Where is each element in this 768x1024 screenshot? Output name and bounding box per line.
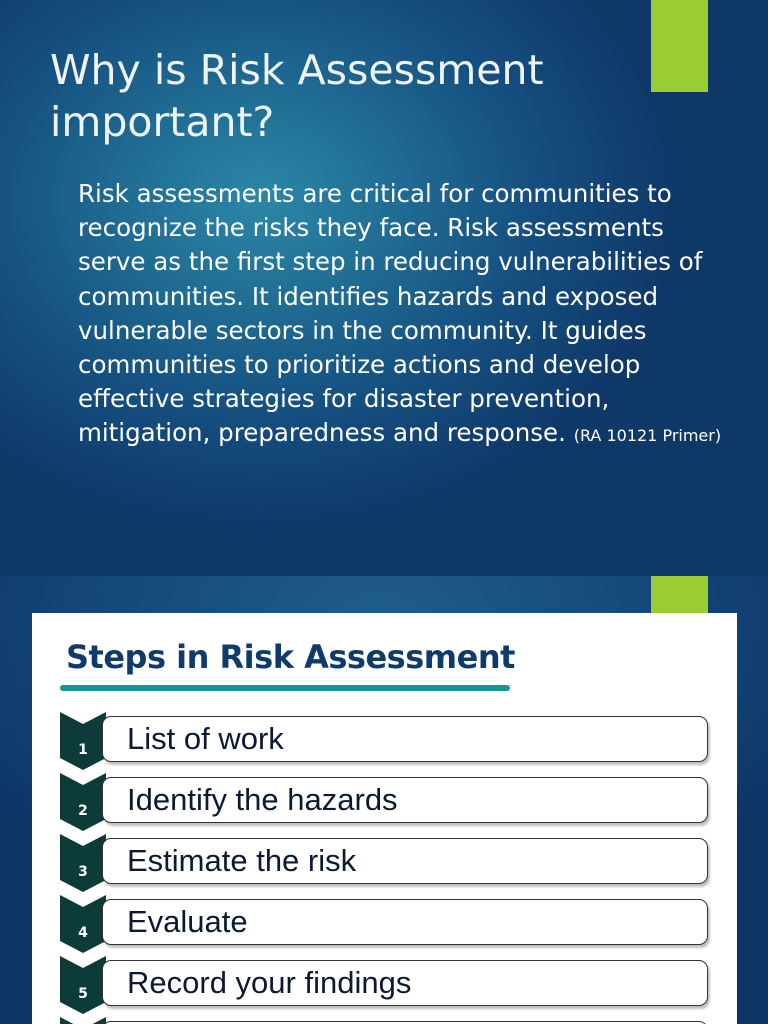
step-label: Estimate the risk [127, 843, 357, 878]
step-number: 4 [78, 925, 88, 941]
citation: (RA 10121 Primer) [573, 426, 722, 446]
step-label: Evaluate [127, 904, 248, 939]
slide-body-text [78, 177, 738, 454]
chevron-icon [58, 895, 108, 953]
steps-panel [32, 613, 737, 1024]
step-number: 5 [78, 986, 88, 1002]
step-label: Record your findings [127, 965, 412, 1000]
step-label: Identify the hazards [127, 782, 398, 817]
step-label: List of work [127, 721, 284, 756]
body-paragraph: Risk assessments are critical for communities to recognize the risks they face. Risk assessments serve as the first step in reducing vulnerabilities of communities. It identifies hazards and exposed vulnerable sectors in the community. It guides communities to prioritize actions and develop effective strategies for disaster prevention, mitigation, preparedness and response. [78, 179, 703, 448]
accent-bar [651, 576, 708, 616]
step-box [102, 838, 708, 884]
step-box [102, 899, 708, 945]
chevron-icon [58, 956, 108, 1014]
slide-steps-in-risk-assessment [0, 576, 768, 1024]
slide-title: Why is Risk Assessment important? [50, 46, 544, 146]
step-3 [58, 838, 710, 888]
step-2 [58, 777, 710, 827]
chevron-icon [58, 1017, 108, 1024]
chevron-icon [58, 773, 108, 831]
step-number: 3 [78, 864, 88, 880]
step-box [102, 777, 708, 823]
chevron-icon [58, 834, 108, 892]
step-box [102, 716, 708, 762]
step-box [102, 960, 708, 1006]
step-5 [58, 960, 710, 1010]
accent-bar [651, 0, 708, 92]
step-1 [58, 716, 710, 766]
step-number: 1 [78, 742, 88, 758]
chevron-icon [58, 712, 108, 770]
step-4 [58, 899, 710, 949]
step-number: 2 [78, 803, 88, 819]
steps-title: Steps in Risk Assessment [66, 638, 515, 676]
title-underline [60, 685, 510, 691]
